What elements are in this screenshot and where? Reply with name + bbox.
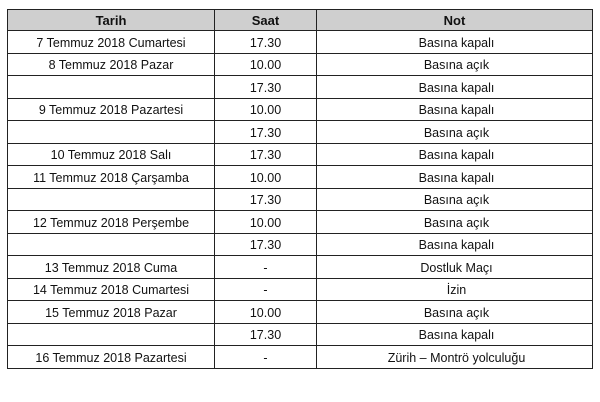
cell-note [317, 31, 593, 54]
cell-time-text: 17.30 [249, 35, 282, 50]
table-row [8, 233, 593, 256]
cell-date [8, 53, 215, 76]
cell-note [317, 233, 593, 256]
cell-date-text [8, 131, 214, 133]
cell-time-text: 10.00 [249, 215, 282, 230]
cell-date [8, 346, 215, 369]
cell-note-text: Basına açık [423, 58, 490, 72]
table-row [8, 121, 593, 144]
cell-note [317, 76, 593, 99]
cell-date-text [8, 198, 214, 200]
cell-time [215, 323, 317, 346]
cell-note [317, 323, 593, 346]
cell-note-text: Zürih – Montrö yolculuğu [387, 350, 526, 365]
cell-date-text [8, 333, 214, 335]
cell-date-text: 10 Temmuz 2018 Salı [50, 148, 172, 162]
cell-time [215, 98, 317, 121]
table-row [8, 211, 593, 234]
cell-time-text: 10.00 [249, 170, 282, 185]
cell-note [317, 143, 593, 166]
table-row [8, 166, 593, 189]
schedule-table-container [7, 9, 592, 369]
cell-time-text: - [263, 283, 268, 297]
cell-time [215, 31, 317, 54]
cell-note-text: Basına kapalı [418, 35, 495, 50]
cell-date-text: 14 Temmuz 2018 Cumartesi [32, 283, 190, 297]
cell-time [215, 76, 317, 99]
cell-date-text [8, 243, 214, 245]
cell-note-text: Dostluk Maçı [420, 260, 493, 275]
cell-time-text: 17.30 [249, 238, 282, 252]
header-note: Not [317, 10, 593, 31]
header-time: Saat [215, 10, 317, 31]
cell-date [8, 188, 215, 211]
cell-date [8, 278, 215, 301]
cell-note-text: Basına kapalı [418, 170, 495, 185]
cell-date-text: 11 Temmuz 2018 Çarşamba [33, 170, 189, 185]
table-header-row [8, 10, 593, 31]
table-row [8, 188, 593, 211]
cell-note-text: Basına açık [423, 193, 490, 207]
cell-note [317, 188, 593, 211]
cell-date [8, 76, 215, 99]
table-row [8, 278, 593, 301]
cell-date [8, 301, 215, 324]
cell-time [215, 211, 317, 234]
cell-note-text: Basına kapalı [418, 238, 495, 252]
table-row [8, 346, 593, 369]
cell-note-text: Basına kapalı [418, 328, 495, 342]
cell-note-text: Basına açık [423, 215, 490, 230]
cell-time [215, 143, 317, 166]
cell-note [317, 166, 593, 189]
cell-date [8, 233, 215, 256]
cell-time [215, 53, 317, 76]
cell-time-text: 17.30 [249, 80, 282, 95]
cell-date-text: 13 Temmuz 2018 Cuma [44, 260, 178, 275]
cell-note-text: Basına kapalı [418, 80, 495, 95]
cell-date [8, 211, 215, 234]
cell-time [215, 278, 317, 301]
table-row [8, 31, 593, 54]
cell-time [215, 188, 317, 211]
cell-time-text: 17.30 [249, 193, 282, 207]
cell-note [317, 53, 593, 76]
cell-time [215, 121, 317, 144]
cell-date-text: 9 Temmuz 2018 Pazartesi [38, 103, 184, 117]
table-row [8, 256, 593, 279]
cell-note [317, 346, 593, 369]
table-row [8, 301, 593, 324]
cell-date [8, 323, 215, 346]
cell-date [8, 31, 215, 54]
cell-note-text: Basına kapalı [418, 103, 495, 117]
cell-note-text: Basına açık [423, 125, 490, 140]
cell-date-text [8, 86, 214, 88]
cell-time-text: 17.30 [249, 328, 282, 342]
cell-time [215, 233, 317, 256]
table-row [8, 98, 593, 121]
cell-date [8, 256, 215, 279]
cell-note [317, 211, 593, 234]
cell-note [317, 301, 593, 324]
header-date: Tarih [8, 10, 215, 31]
cell-date [8, 98, 215, 121]
cell-time-text: - [263, 260, 268, 275]
cell-note [317, 256, 593, 279]
cell-note [317, 278, 593, 301]
table-body [8, 31, 593, 369]
cell-date-text: 16 Temmuz 2018 Pazartesi [35, 350, 187, 365]
table-row [8, 76, 593, 99]
cell-date-text: 12 Temmuz 2018 Perşembe [32, 215, 190, 230]
cell-time [215, 301, 317, 324]
cell-date [8, 166, 215, 189]
cell-time-text: - [263, 350, 268, 365]
table-row [8, 53, 593, 76]
table-row [8, 323, 593, 346]
cell-time-text: 10.00 [249, 103, 282, 117]
cell-time-text: 17.30 [249, 125, 282, 140]
cell-date [8, 143, 215, 166]
cell-note [317, 98, 593, 121]
schedule-table [7, 9, 593, 369]
cell-time-text: 17.30 [249, 148, 282, 162]
cell-date-text: 8 Temmuz 2018 Pazar [48, 58, 174, 72]
cell-note-text: Basına kapalı [418, 148, 495, 162]
cell-time [215, 256, 317, 279]
cell-time-text: 10.00 [249, 305, 282, 320]
cell-note-text: Basına açık [423, 305, 490, 320]
cell-date-text: 7 Temmuz 2018 Cumartesi [36, 35, 186, 50]
cell-time [215, 166, 317, 189]
table-row [8, 143, 593, 166]
cell-time-text: 10.00 [249, 58, 282, 72]
cell-date-text: 15 Temmuz 2018 Pazar [45, 305, 177, 320]
cell-time [215, 346, 317, 369]
cell-note-text: İzin [446, 283, 467, 297]
cell-date [8, 121, 215, 144]
cell-note [317, 121, 593, 144]
